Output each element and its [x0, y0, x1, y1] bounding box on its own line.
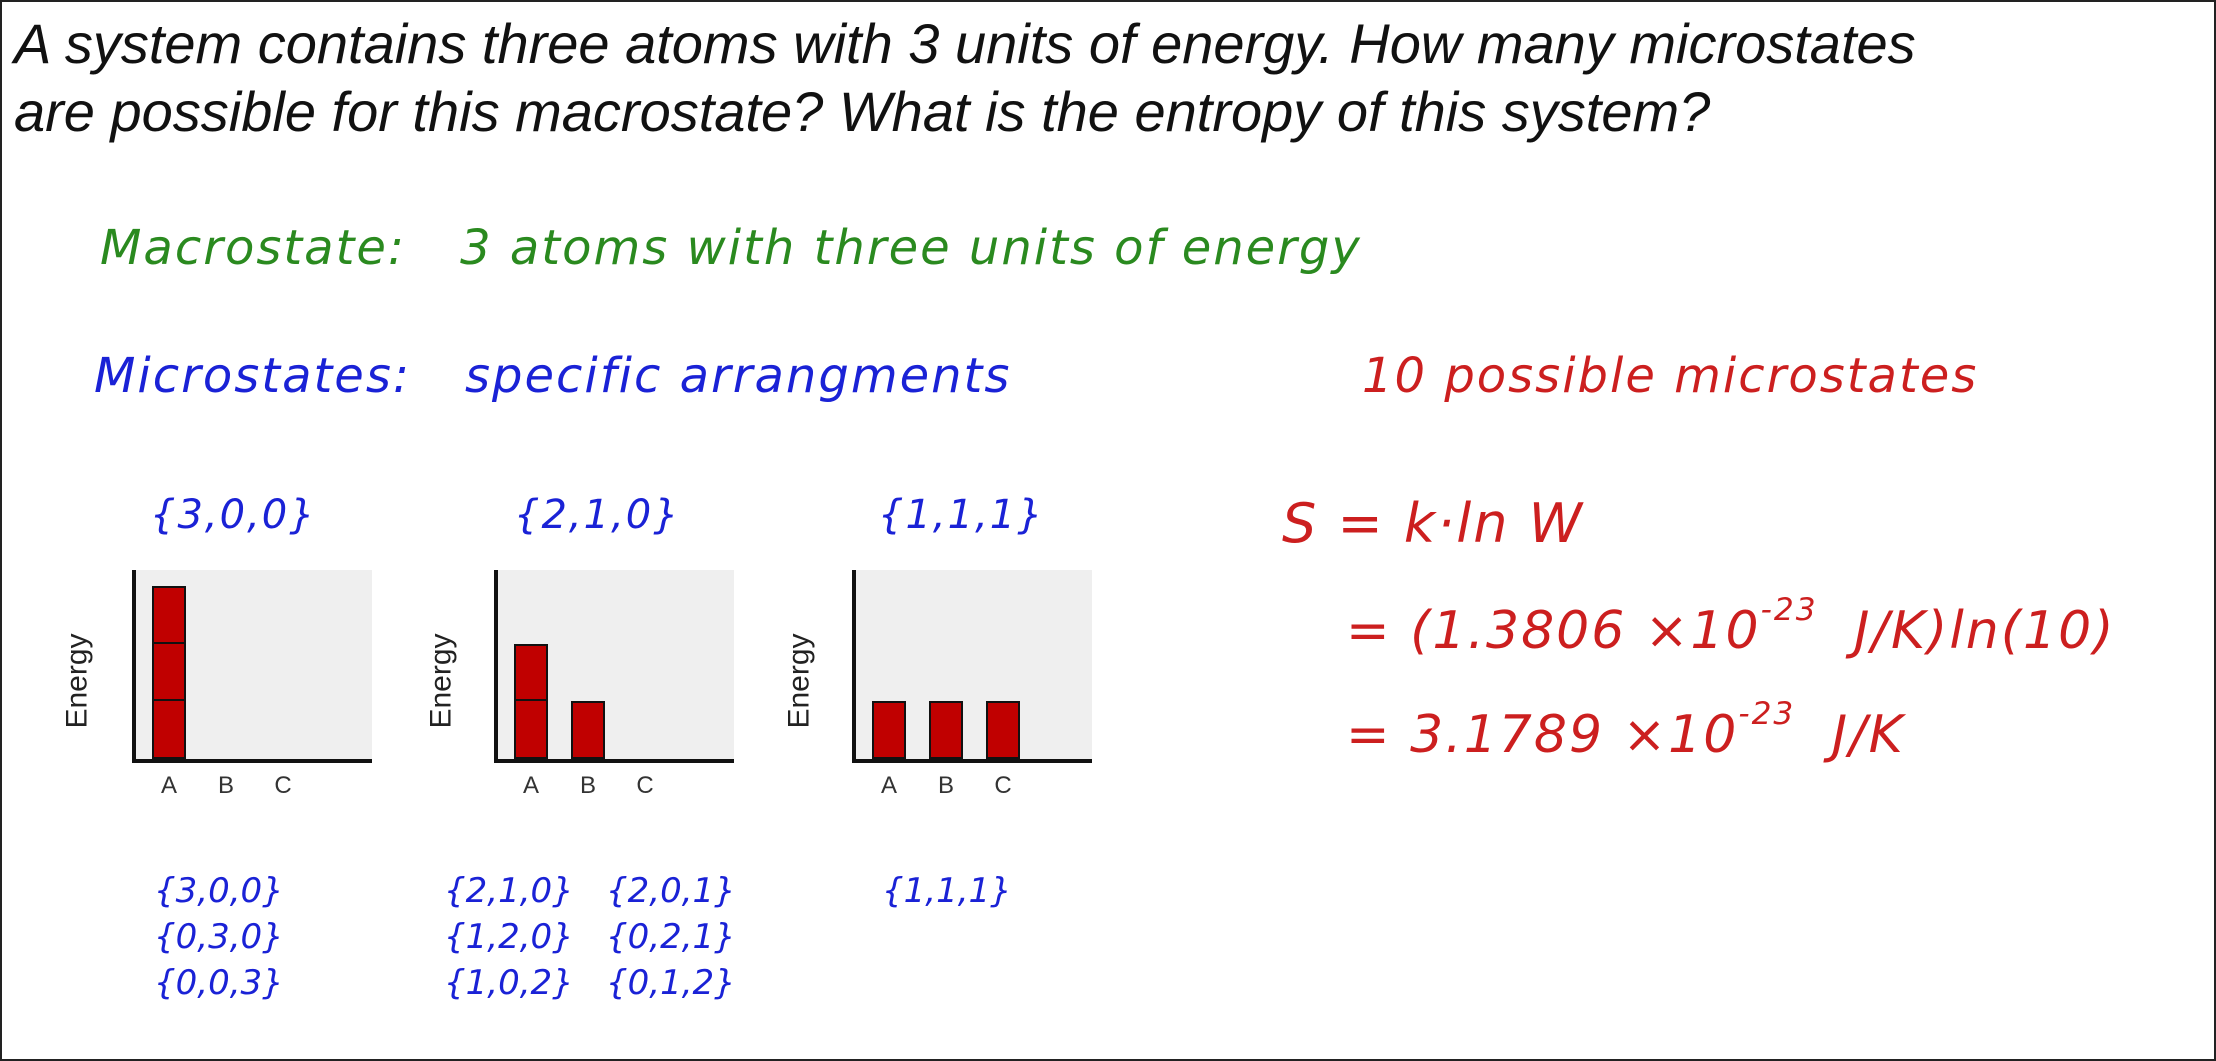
arrangement-list: [154, 868, 284, 1006]
arrangement-item: {3,0,0}: [154, 871, 284, 911]
x-tick-label-C: C: [994, 772, 1012, 799]
arrangement-item: {0,0,3}: [154, 963, 284, 1003]
arrangement-item: {0,2,1}: [606, 917, 736, 957]
x-tick-label-B: B: [217, 772, 234, 799]
arrangement-item: {1,1,1}: [882, 871, 1012, 911]
energy-chart-2: [494, 570, 734, 799]
energy-chart-1: [132, 570, 372, 799]
energy-unit-divider: [154, 699, 184, 701]
entropy-formula-line-3: [1346, 696, 1905, 765]
macrostate-text: 3 atoms with three units of energy: [460, 220, 1362, 276]
energy-chart-3: [852, 570, 1092, 799]
microstates-label: Microstates:: [94, 348, 412, 404]
arrangement-list: [882, 868, 1012, 914]
microstates-text: specific arrangments: [465, 348, 1012, 404]
arrangement-item: {1,2,0}: [444, 917, 574, 957]
question-line-2: are possible for this macrostate? What is the entropy of this system?: [14, 80, 1711, 143]
macrostate-line: [100, 220, 1362, 276]
macrostate-label: Macrostate:: [100, 220, 407, 276]
energy-unit-divider: [516, 699, 546, 701]
bar-B: [929, 701, 963, 759]
entropy-formula-line-1: S = k·ln W: [1282, 492, 1585, 555]
y-axis: [132, 570, 136, 763]
chart-2-ylabel: Energy: [424, 633, 458, 729]
arrangement-item: {2,1,0}: [444, 871, 574, 911]
entropy-line-3-prefix: = 3.1789 ×10: [1346, 705, 1739, 766]
x-tick-label-A: A: [880, 772, 897, 799]
microstate-count: 10 possible microstates: [1362, 348, 1979, 404]
x-tick-label-A: A: [160, 772, 177, 799]
x-axis: [494, 759, 734, 763]
microstates-line: [94, 348, 1011, 404]
x-tick-label-C: C: [274, 772, 292, 799]
bar-B: [571, 701, 605, 759]
question-text: [14, 10, 2194, 146]
chart-1-ylabel: Energy: [60, 633, 94, 729]
arrangement-list: [606, 868, 736, 1006]
entropy-line-3-exponent: -23: [1738, 696, 1796, 732]
bar-A: [514, 644, 548, 759]
entropy-line-3-suffix: J/K: [1831, 705, 1905, 766]
energy-unit-divider: [154, 642, 184, 644]
x-tick-label-B: B: [579, 772, 596, 799]
chart-title-1: {3,0,0}: [150, 492, 317, 538]
arrangement-item: {2,0,1}: [606, 871, 736, 911]
x-tick-label-C: C: [636, 772, 654, 799]
question-line-1: A system contains three atoms with 3 units of energy. How many microstates: [14, 12, 1916, 75]
entropy-line-2-prefix: = (1.3806 ×10: [1346, 601, 1761, 662]
bar-C: [986, 701, 1020, 759]
bar-A: [152, 586, 186, 759]
bar-A: [872, 701, 906, 759]
entropy-line-2-suffix: J/K)ln(10): [1854, 601, 2116, 662]
y-axis: [852, 570, 856, 763]
arrangement-item: {0,3,0}: [154, 917, 284, 957]
chart-3-ylabel: Energy: [782, 633, 816, 729]
entropy-line-2-exponent: -23: [1760, 592, 1818, 628]
arrangement-item: {0,1,2}: [606, 963, 736, 1003]
arrangement-item: {1,0,2}: [444, 963, 574, 1003]
x-tick-label-B: B: [937, 772, 954, 799]
y-axis: [494, 570, 498, 763]
chart-title-2: {2,1,0}: [514, 492, 681, 538]
x-axis: [132, 759, 372, 763]
entropy-formula-line-2: [1346, 592, 2115, 661]
chart-title-3: {1,1,1}: [878, 492, 1045, 538]
arrangement-list: [444, 868, 574, 1006]
x-axis: [852, 759, 1092, 763]
x-tick-label-A: A: [522, 772, 539, 799]
